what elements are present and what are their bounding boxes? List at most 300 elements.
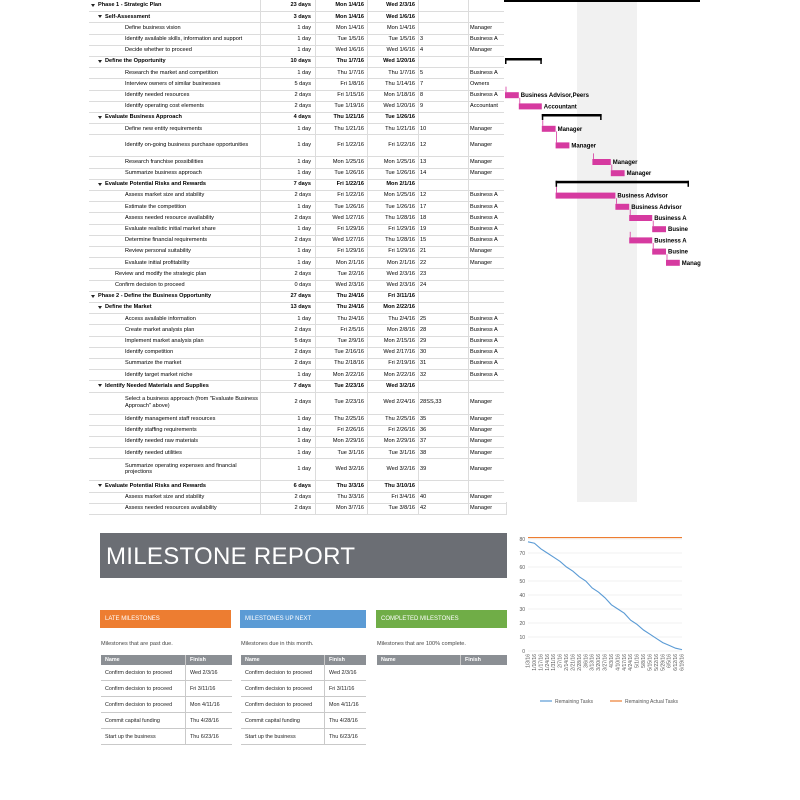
task-name: Phase 2 - Define the Business Opportunity bbox=[98, 293, 212, 300]
resource-cell bbox=[469, 291, 507, 302]
task-name: Assess needed resources availability bbox=[125, 505, 217, 512]
duration-cell: 2 days bbox=[261, 492, 316, 503]
task-name: Assess market size and stability bbox=[125, 192, 205, 199]
duration-cell: 3 days bbox=[261, 11, 316, 22]
table-row[interactable] bbox=[241, 697, 366, 713]
resource-cell: Manager bbox=[469, 447, 507, 458]
gantt-task-bar[interactable] bbox=[542, 126, 556, 132]
resource-cell: Business A bbox=[469, 224, 507, 235]
task-name: Identify needed raw materials bbox=[125, 438, 199, 445]
x-tick-label: 6/12/16 bbox=[673, 654, 680, 671]
milestone-name: Confirm decision to proceed bbox=[101, 697, 186, 713]
finish-cell: Wed 2/3/16 bbox=[368, 0, 419, 11]
duration-cell: 1 day bbox=[261, 313, 316, 324]
finish-cell: Fri 3/11/16 bbox=[368, 291, 419, 302]
finish-cell: Fri 3/4/16 bbox=[368, 492, 419, 503]
x-tick-label: 3/27/16 bbox=[602, 654, 609, 671]
duration-cell: 1 day bbox=[261, 369, 316, 380]
completed-milestones-table bbox=[377, 655, 507, 665]
gantt-bar-label: Business Advisor bbox=[617, 193, 668, 200]
y-tick-label: 30 bbox=[519, 607, 525, 613]
finish-cell: Fri 1/29/16 bbox=[368, 246, 419, 257]
duration-cell: 2 days bbox=[261, 190, 316, 201]
task-name: Summarize the market bbox=[125, 360, 182, 367]
collapse-triangle-icon[interactable] bbox=[91, 4, 95, 7]
task-name-cell bbox=[89, 34, 261, 45]
task-name-cell bbox=[89, 458, 261, 480]
start-cell: Tue 2/2/16 bbox=[316, 268, 368, 279]
predecessors-cell bbox=[419, 22, 469, 33]
task-name-cell bbox=[89, 67, 261, 78]
task-name: Research the market and competition bbox=[125, 69, 218, 76]
task-name-cell bbox=[89, 0, 261, 11]
duration-cell: 2 days bbox=[261, 324, 316, 335]
start-cell: Thu 1/7/16 bbox=[316, 67, 368, 78]
finish-cell: Tue 1/26/16 bbox=[368, 112, 419, 123]
finish-cell: Tue 1/26/16 bbox=[368, 201, 419, 212]
duration-cell: 7 days bbox=[261, 380, 316, 391]
task-name: Decide whether to proceed bbox=[125, 47, 192, 54]
milestone-finish: Fri 3/11/16 bbox=[186, 681, 233, 697]
predecessors-cell: 14 bbox=[419, 168, 469, 179]
resource-cell bbox=[469, 56, 507, 67]
start-cell: Thu 3/3/16 bbox=[316, 480, 368, 491]
gantt-row[interactable] bbox=[89, 134, 507, 157]
completed-milestones-desc: Milestones that are 100% complete. bbox=[377, 641, 466, 647]
task-name-cell bbox=[89, 369, 261, 380]
gantt-task-bar[interactable] bbox=[652, 226, 666, 232]
predecessors-cell: 39 bbox=[419, 458, 469, 480]
task-name: Define business vision bbox=[125, 24, 181, 31]
finish-cell: Wed 1/20/16 bbox=[368, 101, 419, 112]
task-name: Identify operating cost elements bbox=[125, 103, 204, 110]
duration-cell: 5 days bbox=[261, 78, 316, 89]
start-cell: Mon 2/29/16 bbox=[316, 436, 368, 447]
gantt-bar-label: Business Advisor,Peers bbox=[520, 93, 589, 100]
predecessors-cell bbox=[419, 56, 469, 67]
predecessors-cell: 35 bbox=[419, 414, 469, 425]
task-name-cell bbox=[89, 134, 261, 156]
duration-cell: 6 days bbox=[261, 480, 316, 491]
late-milestones-table bbox=[101, 655, 232, 745]
predecessors-cell: 29 bbox=[419, 336, 469, 347]
resource-cell: Business A bbox=[469, 358, 507, 369]
legend-label: Remaining Actual Tasks bbox=[625, 699, 678, 705]
x-tick-label: 2/14/16 bbox=[564, 654, 570, 671]
x-tick-label: 1/24/16 bbox=[544, 654, 551, 671]
gantt-bar-label: Business A bbox=[654, 216, 687, 222]
gantt-task-bar[interactable] bbox=[652, 249, 666, 255]
task-name-cell bbox=[89, 201, 261, 212]
start-cell: Thu 3/3/16 bbox=[316, 492, 368, 503]
resource-cell: Manager bbox=[469, 168, 507, 179]
milestone-name: Confirm decision to proceed bbox=[241, 681, 325, 697]
gantt-bars bbox=[504, 0, 700, 502]
gantt-row[interactable] bbox=[89, 458, 507, 481]
task-name-cell bbox=[89, 257, 261, 268]
start-cell: Thu 2/4/16 bbox=[316, 302, 368, 313]
task-name-cell bbox=[89, 313, 261, 324]
collapse-triangle-icon[interactable] bbox=[98, 60, 102, 63]
resource-cell: Manager bbox=[469, 425, 507, 436]
task-name: Create market analysis plan bbox=[125, 326, 195, 333]
duration-cell: 2 days bbox=[261, 358, 316, 369]
predecessors-cell: 28SS,33 bbox=[419, 392, 469, 414]
task-name: Define the Opportunity bbox=[105, 58, 166, 65]
table-row[interactable] bbox=[241, 665, 366, 681]
predecessors-cell: 38 bbox=[419, 447, 469, 458]
y-tick-label: 20 bbox=[519, 621, 525, 627]
resource-cell: Business A bbox=[469, 90, 507, 101]
duration-cell: 1 day bbox=[261, 168, 316, 179]
resource-cell bbox=[469, 179, 507, 190]
predecessors-cell: 5 bbox=[419, 67, 469, 78]
start-cell: Fri 1/15/16 bbox=[316, 90, 368, 101]
x-tick-label: 5/8/16 bbox=[641, 654, 647, 668]
gantt-bar-label: Manager bbox=[571, 143, 597, 150]
resource-cell: Manager bbox=[469, 246, 507, 257]
y-tick-label: 70 bbox=[519, 551, 525, 557]
table-row[interactable] bbox=[241, 681, 366, 697]
duration-cell: 1 day bbox=[261, 67, 316, 78]
gantt-bar-label: Business A bbox=[654, 238, 687, 245]
duration-cell: 13 days bbox=[261, 302, 316, 313]
gantt-bar-label: Manager bbox=[557, 126, 583, 133]
x-tick-label: 6/5/16 bbox=[666, 654, 673, 668]
duration-cell: 2 days bbox=[261, 212, 316, 223]
finish-cell: Mon 2/1/16 bbox=[368, 257, 419, 268]
table-row[interactable] bbox=[101, 697, 232, 713]
finish-cell: Mon 1/25/16 bbox=[368, 190, 419, 201]
resource-cell: Manager bbox=[469, 503, 507, 514]
duration-cell: 1 day bbox=[261, 458, 316, 480]
collapse-triangle-icon[interactable] bbox=[98, 484, 102, 487]
finish-cell: Tue 1/26/16 bbox=[368, 168, 419, 179]
predecessors-cell bbox=[419, 112, 469, 123]
milestone-finish: Thu 6/23/16 bbox=[325, 729, 367, 745]
y-tick-label: 80 bbox=[519, 537, 525, 543]
gantt-bar-label: Manager bbox=[612, 160, 638, 166]
col-finish-header: Finish bbox=[186, 655, 233, 665]
table-row[interactable] bbox=[241, 729, 366, 745]
predecessors-cell bbox=[419, 179, 469, 190]
series-line-0 bbox=[528, 542, 682, 650]
resource-cell: Accountant bbox=[469, 101, 507, 112]
collapse-triangle-icon[interactable] bbox=[98, 306, 102, 309]
predecessors-cell: 12 bbox=[419, 190, 469, 201]
task-name: Phase 1 - Strategic Plan bbox=[98, 2, 162, 9]
collapse-triangle-icon[interactable] bbox=[98, 183, 102, 186]
resource-cell bbox=[469, 268, 507, 279]
finish-cell: Thu 1/7/16 bbox=[368, 67, 419, 78]
task-name-cell bbox=[89, 414, 261, 425]
duration-cell: 23 days bbox=[261, 0, 316, 11]
y-tick-label: 40 bbox=[519, 593, 525, 599]
report-title: MILESTONE REPORT bbox=[106, 543, 356, 570]
task-name-cell bbox=[89, 235, 261, 246]
gantt-task-bar[interactable] bbox=[615, 204, 629, 210]
finish-cell: Wed 1/20/16 bbox=[368, 56, 419, 67]
start-cell: Thu 2/25/16 bbox=[316, 414, 368, 425]
table-row[interactable] bbox=[101, 713, 232, 729]
task-name-cell bbox=[89, 347, 261, 358]
gantt-bar-label: Business Advisor bbox=[631, 204, 682, 211]
table-row[interactable] bbox=[101, 681, 232, 697]
resource-cell: Manager bbox=[469, 156, 507, 167]
predecessors-cell: 36 bbox=[419, 425, 469, 436]
duration-cell: 2 days bbox=[261, 503, 316, 514]
duration-cell: 1 day bbox=[261, 224, 316, 235]
task-name: Evaluate Potential Risks and Rewards bbox=[105, 181, 207, 188]
resource-cell: Manager bbox=[469, 134, 507, 156]
task-name: Identify on-going business purchase opportunities bbox=[125, 142, 249, 149]
resource-cell: Owners bbox=[469, 78, 507, 89]
start-cell: Fri 2/26/16 bbox=[316, 425, 368, 436]
task-name: Confirm decision to proceed bbox=[115, 281, 185, 288]
duration-cell: 1 day bbox=[261, 45, 316, 56]
duration-cell: 2 days bbox=[261, 101, 316, 112]
x-tick-label: 2/21/16 bbox=[570, 654, 577, 671]
finish-cell: Wed 3/2/16 bbox=[368, 458, 419, 480]
task-name-cell bbox=[89, 392, 261, 414]
task-name-cell bbox=[89, 212, 261, 223]
duration-cell: 4 days bbox=[261, 112, 316, 123]
start-cell: Mon 1/4/16 bbox=[316, 0, 368, 11]
start-cell: Tue 1/19/16 bbox=[316, 101, 368, 112]
gantt-task-bar[interactable] bbox=[519, 103, 542, 109]
finish-cell: Thu 2/25/16 bbox=[368, 414, 419, 425]
start-cell: Fri 1/8/16 bbox=[316, 78, 368, 89]
duration-cell: 2 days bbox=[261, 90, 316, 101]
resource-cell bbox=[469, 480, 507, 491]
collapse-triangle-icon[interactable] bbox=[98, 116, 102, 119]
gantt-task-bar[interactable] bbox=[629, 237, 652, 243]
milestone-finish: Wed 2/3/16 bbox=[186, 665, 233, 681]
task-name: Determine financial requirements bbox=[125, 237, 208, 244]
finish-cell: Thu 1/21/16 bbox=[368, 123, 419, 134]
completed-milestones-header: COMPLETED MILESTONES bbox=[376, 610, 507, 628]
task-name-cell bbox=[89, 436, 261, 447]
x-tick-label: 1/3/16 bbox=[525, 654, 532, 668]
task-name: Estimate the competition bbox=[125, 203, 187, 210]
predecessors-cell: 18 bbox=[419, 212, 469, 223]
task-name-cell bbox=[89, 336, 261, 347]
resource-cell: Business A bbox=[469, 347, 507, 358]
gantt-summary-tick bbox=[600, 114, 602, 120]
gantt-task-bar[interactable] bbox=[611, 170, 625, 176]
start-cell: Mon 2/1/16 bbox=[316, 257, 368, 268]
x-tick-label: 1/10/16 bbox=[531, 654, 538, 671]
predecessors-cell: 37 bbox=[419, 436, 469, 447]
start-cell: Tue 2/23/16 bbox=[316, 392, 368, 414]
resource-cell: Manager bbox=[469, 45, 507, 56]
task-name: Identify target market niche bbox=[125, 371, 193, 378]
milestone-finish: Mon 4/11/16 bbox=[186, 697, 233, 713]
predecessors-cell: 13 bbox=[419, 156, 469, 167]
start-cell: Thu 1/7/16 bbox=[316, 56, 368, 67]
x-tick-label: 1/17/16 bbox=[538, 654, 545, 671]
late-milestones-desc: Milestones that are past due. bbox=[101, 641, 173, 647]
table-row[interactable] bbox=[101, 665, 232, 681]
resource-cell: Manager bbox=[469, 436, 507, 447]
gantt-task-bar[interactable] bbox=[666, 260, 680, 266]
start-cell: Tue 2/16/16 bbox=[316, 347, 368, 358]
task-name-cell bbox=[89, 380, 261, 391]
table-row[interactable] bbox=[241, 713, 366, 729]
task-name: Self-Assessment bbox=[105, 13, 151, 20]
milestone-finish: Thu 4/28/16 bbox=[325, 713, 367, 729]
gantt-task-bar[interactable] bbox=[592, 159, 610, 165]
collapse-triangle-icon[interactable] bbox=[98, 384, 102, 387]
task-name: Research franchise possibilities bbox=[125, 158, 204, 165]
task-name: Access available information bbox=[125, 315, 196, 322]
resource-cell: Business A bbox=[469, 201, 507, 212]
predecessors-cell bbox=[419, 480, 469, 491]
resource-cell: Business A bbox=[469, 212, 507, 223]
predecessors-cell: 19 bbox=[419, 224, 469, 235]
start-cell: Tue 2/9/16 bbox=[316, 336, 368, 347]
gantt-task-bar[interactable] bbox=[556, 142, 570, 148]
col-name-header: Name bbox=[377, 655, 461, 665]
collapse-triangle-icon[interactable] bbox=[98, 15, 102, 18]
predecessors-cell: 17 bbox=[419, 201, 469, 212]
duration-cell: 5 days bbox=[261, 336, 316, 347]
duration-cell: 1 day bbox=[261, 156, 316, 167]
gantt-bar-label: Manag bbox=[681, 260, 701, 267]
resource-cell bbox=[469, 112, 507, 123]
start-cell: Mon 2/22/16 bbox=[316, 369, 368, 380]
gantt-bar-label: Busine bbox=[668, 227, 689, 234]
predecessors-cell: 22 bbox=[419, 257, 469, 268]
task-name-cell bbox=[89, 291, 261, 302]
finish-cell: Mon 2/29/16 bbox=[368, 436, 419, 447]
milestone-name: Confirm decision to proceed bbox=[241, 697, 325, 713]
finish-cell: Tue 3/1/16 bbox=[368, 447, 419, 458]
task-name: Evaluate realistic initial market share bbox=[125, 225, 216, 232]
task-name: Identify needed resources bbox=[125, 91, 190, 98]
predecessors-cell: 28 bbox=[419, 324, 469, 335]
task-name-cell bbox=[89, 168, 261, 179]
gantt-task-bar[interactable] bbox=[629, 215, 652, 221]
gantt-row[interactable] bbox=[89, 503, 507, 515]
task-name-cell bbox=[89, 101, 261, 112]
collapse-triangle-icon[interactable] bbox=[91, 295, 95, 298]
predecessors-cell: 25 bbox=[419, 313, 469, 324]
upnext-milestones-desc: Milestones due in this month. bbox=[241, 641, 314, 647]
finish-cell: Tue 1/5/16 bbox=[368, 34, 419, 45]
duration-cell: 2 days bbox=[261, 268, 316, 279]
gantt-bar-label: Busine bbox=[668, 249, 689, 256]
task-name: Review personal suitability bbox=[125, 248, 191, 255]
gantt-timeline bbox=[504, 0, 700, 502]
duration-cell: 7 days bbox=[261, 179, 316, 190]
task-name-cell bbox=[89, 179, 261, 190]
task-name: Identify needed utilities bbox=[125, 449, 182, 456]
finish-cell: Wed 1/6/16 bbox=[368, 11, 419, 22]
report-banner bbox=[100, 533, 507, 578]
start-cell: Mon 3/7/16 bbox=[316, 503, 368, 514]
task-name: Interview owners of similar businesses bbox=[125, 80, 221, 87]
y-tick-label: 60 bbox=[519, 565, 525, 571]
milestone-name: Start up the business bbox=[241, 729, 325, 745]
duration-cell: 1 day bbox=[261, 246, 316, 257]
task-name: Select a business approach (from "Evaluate Business Approach" above) bbox=[125, 396, 258, 409]
start-cell: Wed 1/6/16 bbox=[316, 45, 368, 56]
y-tick-label: 0 bbox=[522, 649, 525, 655]
start-cell: Thu 2/4/16 bbox=[316, 313, 368, 324]
finish-cell: Wed 3/2/16 bbox=[368, 380, 419, 391]
task-name: Identify available skills, information and support bbox=[125, 35, 243, 42]
task-name-cell bbox=[89, 45, 261, 56]
task-name-cell bbox=[89, 112, 261, 123]
predecessors-cell: 12 bbox=[419, 134, 469, 156]
resource-cell: Manager bbox=[469, 492, 507, 503]
finish-cell: Thu 1/28/16 bbox=[368, 212, 419, 223]
start-cell: Wed 1/27/16 bbox=[316, 212, 368, 223]
gantt-task-bar[interactable] bbox=[556, 193, 616, 199]
duration-cell: 1 day bbox=[261, 425, 316, 436]
resource-cell: Business A bbox=[469, 34, 507, 45]
gantt-task-bar[interactable] bbox=[505, 92, 519, 98]
finish-cell: Thu 2/4/16 bbox=[368, 313, 419, 324]
gantt-summary-tick bbox=[505, 58, 507, 64]
task-name-cell bbox=[89, 190, 261, 201]
duration-cell: 2 days bbox=[261, 347, 316, 358]
milestone-name: Confirm decision to proceed bbox=[101, 665, 186, 681]
finish-cell: Thu 1/28/16 bbox=[368, 235, 419, 246]
gantt-row[interactable] bbox=[89, 392, 507, 415]
predecessors-cell: 8 bbox=[419, 90, 469, 101]
gantt-summary-bar bbox=[542, 114, 602, 117]
start-cell: Tue 1/26/16 bbox=[316, 168, 368, 179]
start-cell: Fri 1/29/16 bbox=[316, 246, 368, 257]
duration-cell: 1 day bbox=[261, 257, 316, 268]
resource-cell: Business A bbox=[469, 336, 507, 347]
predecessors-cell: 7 bbox=[419, 78, 469, 89]
table-row[interactable] bbox=[101, 729, 232, 745]
resource-cell: Manager bbox=[469, 414, 507, 425]
milestone-name: Start up the business bbox=[101, 729, 186, 745]
col-finish-header: Finish bbox=[325, 655, 367, 665]
milestone-finish: Mon 4/11/16 bbox=[325, 697, 367, 713]
finish-cell: Mon 2/22/16 bbox=[368, 302, 419, 313]
task-name-cell bbox=[89, 11, 261, 22]
resource-cell: Manager bbox=[469, 22, 507, 33]
x-tick-label: 2/7/16 bbox=[557, 654, 564, 668]
resource-cell bbox=[469, 302, 507, 313]
resource-cell: Business A bbox=[469, 313, 507, 324]
predecessors-cell bbox=[419, 11, 469, 22]
finish-cell: Wed 2/17/16 bbox=[368, 347, 419, 358]
start-cell: Fri 1/29/16 bbox=[316, 224, 368, 235]
task-name-cell bbox=[89, 503, 261, 514]
resource-cell: Manager bbox=[469, 392, 507, 414]
late-milestones-header: LATE MILESTONES bbox=[100, 610, 231, 628]
col-name-header: Name bbox=[241, 655, 325, 665]
gantt-task-table bbox=[89, 0, 507, 512]
x-tick-label: 4/10/16 bbox=[615, 654, 622, 671]
x-tick-label: 4/17/16 bbox=[621, 654, 628, 671]
task-name-cell bbox=[89, 123, 261, 134]
start-cell: Wed 2/3/16 bbox=[316, 280, 368, 291]
milestone-finish: Wed 2/3/16 bbox=[325, 665, 367, 681]
start-cell: Mon 1/25/16 bbox=[316, 156, 368, 167]
finish-cell: Fri 1/22/16 bbox=[368, 134, 419, 156]
resource-cell: Manager bbox=[469, 458, 507, 480]
start-cell: Fri 2/5/16 bbox=[316, 324, 368, 335]
task-name: Identify competition bbox=[125, 349, 174, 356]
y-tick-label: 10 bbox=[519, 635, 525, 641]
